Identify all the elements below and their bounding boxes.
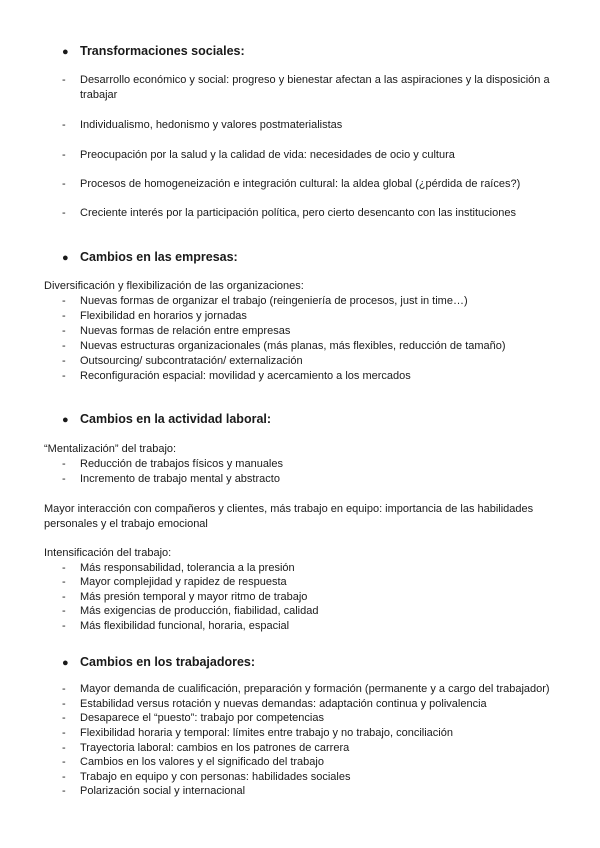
list-item — [62, 339, 560, 354]
dash-glyph: - — [62, 756, 66, 768]
section-heading — [62, 250, 238, 264]
dash-glyph: - — [62, 698, 66, 710]
list-item — [62, 73, 560, 103]
list-item-text: Cambios en los valores y el significado del trabajo — [80, 756, 324, 768]
list-item — [62, 206, 560, 221]
bullet-glyph: ● — [62, 657, 69, 669]
list-item-text: Trayectoria laboral: cambios en los patrones de carrera — [80, 742, 350, 754]
list-item — [62, 755, 560, 770]
dash-glyph: - — [62, 576, 66, 588]
list-item-text: Desaparece el “puesto”: trabajo por competencias — [80, 712, 324, 724]
dash-glyph: - — [62, 683, 66, 695]
list-item — [62, 575, 560, 590]
list-item — [62, 118, 560, 133]
list-item-text: Nuevas formas de organizar el trabajo (reingeniería de procesos, just in time…) — [80, 295, 468, 307]
list-item — [62, 741, 560, 756]
intro-text: “Mentalización” del trabajo: — [44, 443, 177, 455]
list-item-text: Mayor demanda de cualificación, preparación y formación (permanente y a cargo del trabajador) — [80, 683, 550, 695]
dash-glyph: - — [62, 207, 66, 219]
list-item-text: Más exigencias de producción, fiabilidad, calidad — [80, 605, 319, 617]
list-item — [62, 770, 560, 785]
dash-glyph: - — [62, 458, 66, 470]
dash-glyph: - — [62, 712, 66, 724]
list-item-text: Preocupación por la salud y la calidad de vida: necesidades de ocio y cultura — [80, 149, 455, 161]
dash-glyph: - — [62, 591, 66, 603]
list-item — [62, 590, 560, 605]
list-item-text: Más responsabilidad, tolerancia a la presión — [80, 562, 295, 574]
list-item-text: Flexibilidad horaria y temporal: límites entre trabajo y no trabajo, conciliación — [80, 727, 453, 739]
dash-glyph: - — [62, 295, 66, 307]
dash-glyph: - — [62, 149, 66, 161]
list-item — [62, 697, 560, 712]
list-item — [62, 784, 560, 799]
dash-glyph: - — [62, 620, 66, 632]
dash-glyph: - — [62, 742, 66, 754]
dash-glyph: - — [62, 771, 66, 783]
list-item — [62, 294, 560, 309]
section-heading — [62, 655, 255, 669]
list-item-text: Creciente interés por la participación política, pero cierto desencanto con las instituciones — [80, 207, 516, 219]
list-item — [62, 309, 560, 324]
list-item-text: Trabajo en equipo y con personas: habilidades sociales — [80, 771, 351, 783]
dash-glyph: - — [62, 473, 66, 485]
dash-glyph: - — [62, 727, 66, 739]
list-item-text: Flexibilidad en horarios y jornadas — [80, 310, 247, 322]
list-item — [62, 324, 560, 339]
list-item — [62, 561, 560, 576]
list-item-text: Nuevas estructuras organizacionales (más planas, más flexibles, reducción de tamaño) — [80, 340, 506, 352]
list-item-text: Estabilidad versus rotación y nuevas demandas: adaptación continua y polivalencia — [80, 698, 487, 710]
bullet-glyph: ● — [62, 46, 69, 58]
body-paragraph: Mayor interacción con compañeros y clientes, más trabajo en equipo: importancia de las habilidades personales y el trabajo emocional — [44, 503, 534, 530]
list-item — [62, 711, 560, 726]
list-item-text: Individualismo, hedonismo y valores postmaterialistas — [80, 119, 343, 131]
list-item-text: Reducción de trabajos físicos y manuales — [80, 458, 283, 470]
heading-text: Cambios en las empresas: — [80, 250, 238, 264]
list-item-text: Más flexibilidad funcional, horaria, espacial — [80, 620, 290, 632]
list-item — [62, 369, 560, 384]
list-item — [62, 682, 560, 697]
list-item — [62, 177, 560, 192]
dash-glyph: - — [62, 119, 66, 131]
list-item — [62, 354, 560, 369]
list-item-text: Nuevas formas de relación entre empresas — [80, 325, 291, 337]
dash-glyph: - — [62, 355, 66, 367]
list-item — [62, 726, 560, 741]
intro-text: Diversificación y flexibilización de las organizaciones: — [44, 280, 304, 292]
dash-glyph: - — [62, 605, 66, 617]
list-item — [62, 604, 560, 619]
intro-text: Intensificación del trabajo: — [44, 547, 172, 559]
dash-glyph: - — [62, 785, 66, 797]
list-item — [62, 472, 560, 487]
dash-glyph: - — [62, 370, 66, 382]
list-item-text: Reconfiguración espacial: movilidad y acercamiento a los mercados — [80, 370, 411, 382]
bullet-glyph: ● — [62, 414, 69, 426]
list-item — [62, 457, 560, 472]
list-item-text: Mayor complejidad y rapidez de respuesta — [80, 576, 287, 588]
list-item — [62, 619, 560, 634]
list-item-text: Incremento de trabajo mental y abstracto — [80, 473, 280, 485]
heading-text: Transformaciones sociales: — [80, 44, 245, 58]
list-item-text: Procesos de homogeneización e integración cultural: la aldea global (¿pérdida de raíces?) — [80, 178, 521, 190]
heading-text: Cambios en los trabajadores: — [80, 655, 256, 669]
dash-glyph: - — [62, 562, 66, 574]
section-heading — [62, 44, 245, 58]
dash-glyph: - — [62, 74, 66, 86]
list-item-text: Más presión temporal y mayor ritmo de trabajo — [80, 591, 308, 603]
list-item-text: Polarización social y internacional — [80, 785, 246, 797]
list-item-text: Desarrollo económico y social: progreso y bienestar afectan a las aspiraciones y la disposición a trabajar — [80, 74, 550, 101]
dash-glyph: - — [62, 178, 66, 190]
dash-glyph: - — [62, 340, 66, 352]
bullet-glyph: ● — [62, 252, 69, 264]
list-item — [62, 148, 560, 163]
dash-glyph: - — [62, 325, 66, 337]
heading-text: Cambios en la actividad laboral: — [80, 412, 272, 426]
section-heading — [62, 412, 271, 426]
list-item-text: Outsourcing/ subcontratación/ externalización — [80, 355, 303, 367]
dash-glyph: - — [62, 310, 66, 322]
